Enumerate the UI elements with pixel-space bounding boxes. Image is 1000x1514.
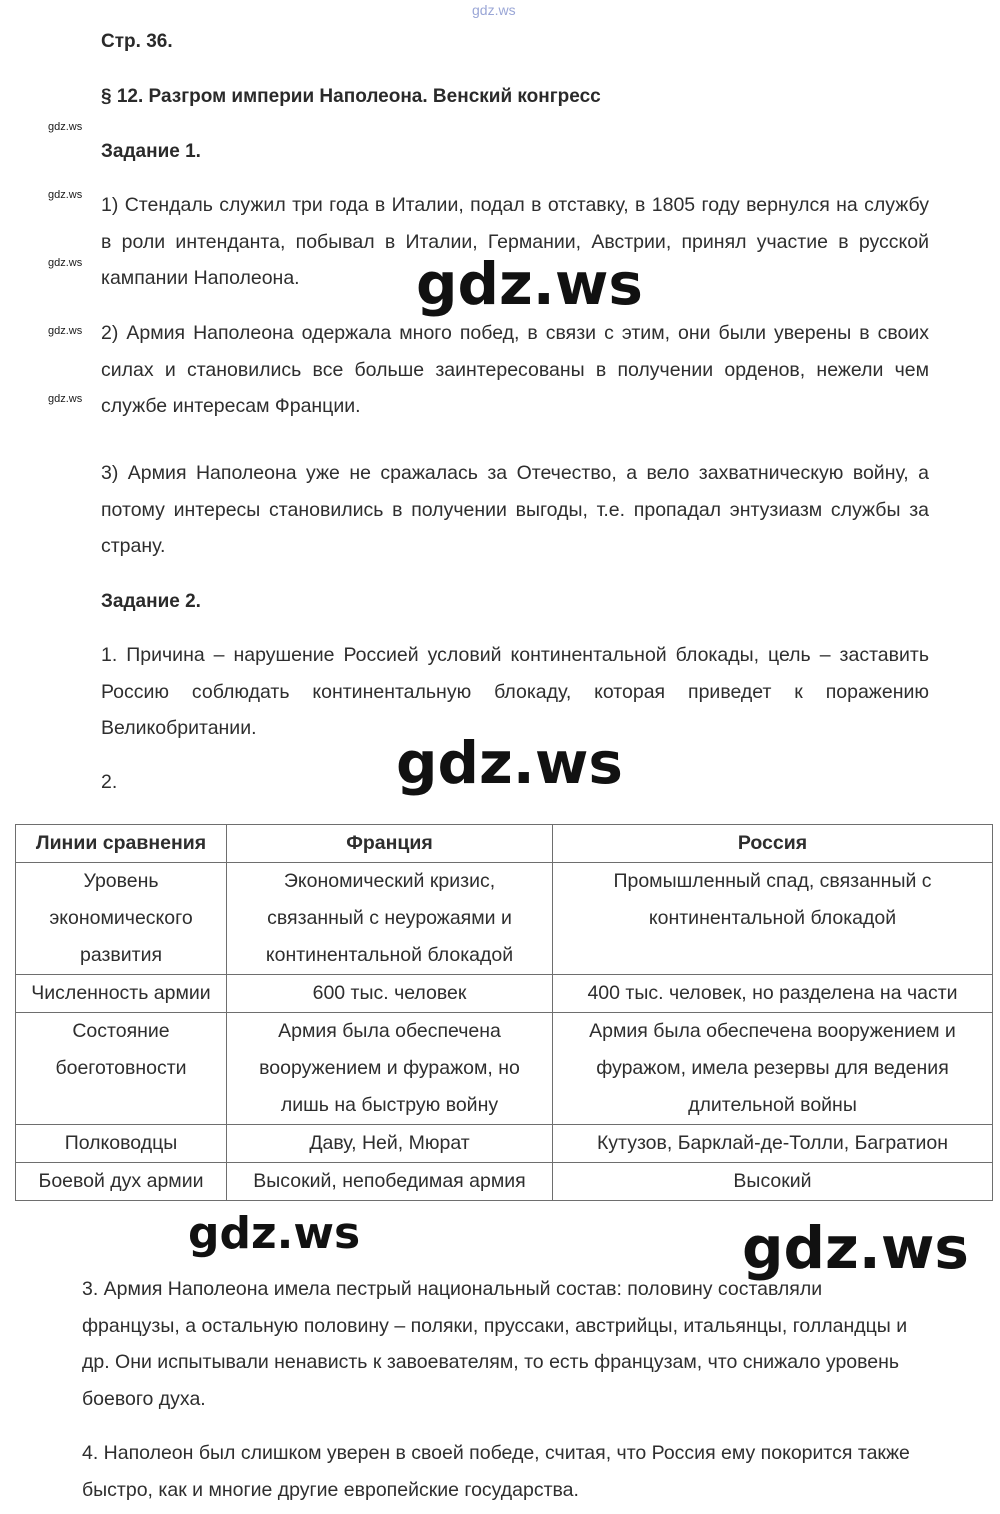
table-cell: Экономический кризис, связанный с неурожаями и континентальной блокадой (227, 863, 553, 975)
watermark-large: gdz.ws (396, 729, 623, 797)
task1-item-3: 3) Армия Наполеона уже не сражалась за Отечество, а вело захватническую войну, а потому интересы становились в получении выгоды, т.е. пропадал энтузиазм службы за страну. (101, 462, 929, 557)
watermark-small: gdz.ws (48, 257, 83, 269)
table-header: Россия (553, 825, 993, 863)
task1-item-2: 2) Армия Наполеона одержала много побед, в связи с этим, они были уверены в своих силах и становились все больше заинтересованы в получении орденов, нежели чем службе интересам Франции. (101, 322, 929, 417)
table-row (16, 975, 993, 1013)
table-cell: Состояние боеготовности (16, 1013, 227, 1125)
watermark-small: gdz.ws (48, 121, 83, 133)
task1-heading: Задание 1. (101, 141, 201, 162)
task2-item-1: 1. Причина – нарушение Россией условий континентальной блокады, цель – заставить Россию соблюдать континентальную блокаду, которая приведет к поражению Великобритании. (101, 644, 929, 739)
table-cell: Армия была обеспечена вооружением и фуражом, имела резервы для ведения длительной войны (553, 1013, 993, 1125)
table-cell: Промышленный спад, связанный с континентальной блокадой (553, 863, 993, 975)
table-row (16, 1125, 993, 1163)
task2-item-4: 4. Наполеон был слишком уверен в своей победе, считая, что Россия ему покорится также быстро, как и многие другие европейские государства. (82, 1442, 910, 1501)
table-cell: Кутузов, Барклай-де-Толли, Багратион (553, 1125, 993, 1163)
table-cell: Численность армии (16, 975, 227, 1013)
table-cell: Уровень экономического развития (16, 863, 227, 975)
table-cell: 600 тыс. человек (227, 975, 553, 1013)
watermark-large: gdz.ws (188, 1208, 361, 1259)
table-header: Линии сравнения (16, 825, 227, 863)
task2-item-3: 3. Армия Наполеона имела пестрый национальный состав: половину составляли французы, а остальную половину – поляки, пруссаки, австрийцы, итальянцы, голландцы и др. Они испытывали ненависть к завоевателям, то есть французам, что снижало уровень боевого духа. (82, 1278, 908, 1410)
watermark-small: gdz.ws (48, 189, 83, 201)
watermark-large: gdz.ws (742, 1214, 969, 1282)
task1-item-1: 1) Стендаль служил три года в Италии, подал в отставку, в 1805 году вернулся на службу в роли интенданта, побывал в Италии, Германии, Австрии, принял участие в русской кампании Наполеона. (101, 194, 929, 289)
table-header: Франция (227, 825, 553, 863)
table-row (16, 1013, 993, 1125)
task2-item-2-label: 2. (101, 771, 118, 793)
table-cell: Высокий (553, 1163, 993, 1201)
comparison-table (15, 824, 993, 1201)
task2-heading: Задание 2. (101, 591, 201, 612)
watermark-large: gdz.ws (416, 250, 643, 318)
watermark-small: gdz.ws (48, 325, 83, 337)
table-row (16, 863, 993, 975)
section-title: § 12. Разгром империи Наполеона. Венский конгресс (101, 86, 601, 107)
table-cell: Даву, Ней, Мюрат (227, 1125, 553, 1163)
table-cell: Высокий, непобедимая армия (227, 1163, 553, 1201)
watermark-top: gdz.ws (472, 2, 516, 18)
table-header-row (16, 825, 993, 863)
table-cell: Боевой дух армии (16, 1163, 227, 1201)
table-cell: Полководцы (16, 1125, 227, 1163)
table-cell: Армия была обеспечена вооружением и фуражом, но лишь на быструю войну (227, 1013, 553, 1125)
table-row (16, 1163, 993, 1201)
watermark-small: gdz.ws (48, 393, 83, 405)
table-cell: 400 тыс. человек, но разделена на части (553, 975, 993, 1013)
page-label: Стр. 36. (101, 31, 173, 52)
